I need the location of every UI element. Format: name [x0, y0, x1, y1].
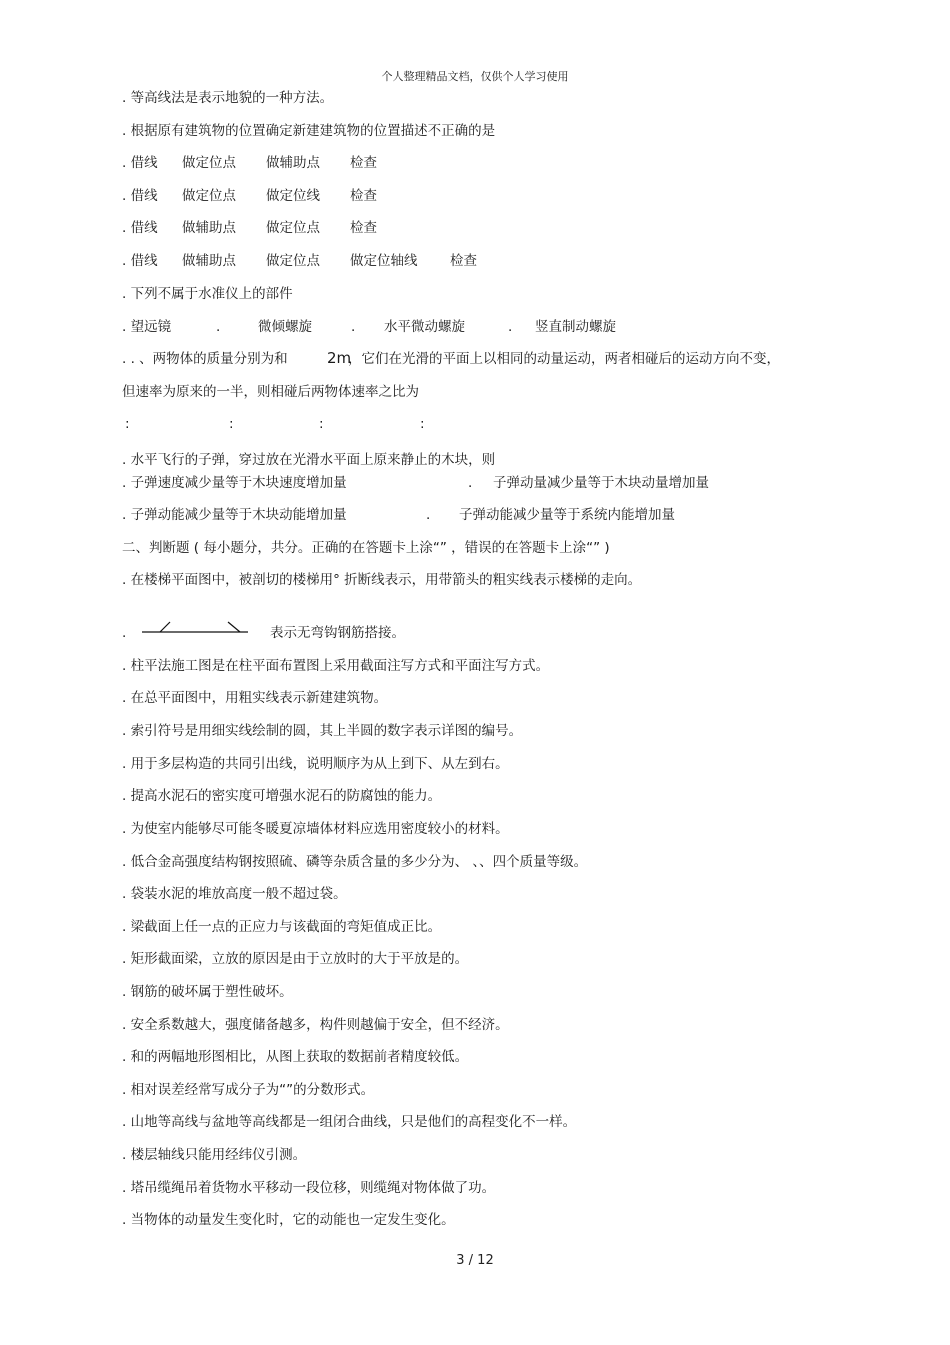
option-text: 微倾螺旋 [258, 319, 312, 335]
statement: . 钢筋的破坏属于塑性破坏。 [122, 984, 293, 1000]
option-text: . [426, 507, 431, 523]
option-text: . 望远镜 [122, 319, 172, 335]
statement: . 安全系数越大，强度储备越多，构件则越偏于安全，但不经济。 [122, 1017, 509, 1033]
section-heading: 二、判断题 ( 每小题分，共分。正确的在答题卡上涂“” ，错误的在答题卡上涂“” ) [122, 540, 610, 556]
option-text: . 子弹速度减少量等于木块速度增加量 [122, 475, 347, 491]
option-text: . 借线 [122, 220, 158, 236]
option-text: : [319, 416, 324, 432]
statement: . 在楼梯平面图中，被剖切的楼梯用° 折断线表示，用带箭头的粗实线表示楼梯的走向。 [122, 572, 642, 588]
statement-marker: . [122, 625, 127, 641]
statement: . 袋装水泥的堆放高度一般不超过袋。 [122, 886, 347, 902]
option-text: 做辅助点 [182, 253, 236, 269]
option-row [122, 188, 722, 204]
text-line: . 等高线法是表示地貌的一种方法。 [122, 90, 334, 106]
option-row [122, 253, 722, 269]
option-text: : [229, 416, 234, 432]
statement: . 楼层轴线只能用经纬仪引测。 [122, 1147, 307, 1163]
statement: . 提高水泥石的密实度可增强水泥石的防腐蚀的能力。 [122, 788, 442, 804]
option-row [122, 475, 762, 491]
option-row [122, 220, 722, 236]
option-text: 子弹动能减少量等于系统内能增加量 [459, 507, 675, 523]
question-text: . . 、两物体的质量分别为和 [122, 351, 288, 367]
question-text: 但速率为原来的一半，则相碰后两物体速率之比为 [122, 384, 419, 400]
statement: . 矩形截面梁，立放的原因是由于立放时的大于平放是的。 [122, 951, 469, 967]
statement: . 用于多层构造的共同引出线，说明顺序为从上到下、从左到右。 [122, 756, 509, 772]
mass-label: 2m [327, 349, 352, 367]
option-text: . [468, 475, 473, 491]
option-text: 做辅助点 [182, 220, 236, 236]
question-stem: . 下列不属于水准仪上的部件 [122, 286, 293, 302]
option-text: 水平微动螺旋 [384, 319, 465, 335]
rebar-lap-symbol [140, 620, 252, 638]
statement: . 当物体的动量发生变化时，它的动能也一定发生变化。 [122, 1212, 455, 1228]
statement: . 和的两幅地形图相比，从图上获取的数据前者精度较低。 [122, 1049, 469, 1065]
option-text: . 借线 [122, 155, 158, 171]
option-text: 做定位点 [182, 188, 236, 204]
statement: . 相对误差经常写成分子为“”的分数形式。 [122, 1082, 375, 1098]
option-text: 做定位点 [182, 155, 236, 171]
option-text: 检查 [350, 220, 377, 236]
option-text: 做定位线 [266, 188, 320, 204]
page-header: 个人整理精品文档，仅供个人学习使用 [381, 70, 569, 83]
option-text: 子弹动量减少量等于木块动量增加量 [493, 475, 709, 491]
statement: . 山地等高线与盆地等高线都是一组闭合曲线，只是他们的高程变化不一样。 [122, 1114, 577, 1130]
question-stem: . 根据原有建筑物的位置确定新建建筑物的位置描述不正确的是 [122, 123, 496, 139]
statement: . 为使室内能够尽可能冬暖夏凉墙体材料应选用密度较小的材料。 [122, 821, 509, 837]
option-text: 竖直制动螺旋 [535, 319, 616, 335]
option-text: 做定位点 [266, 220, 320, 236]
option-text: 做定位轴线 [350, 253, 418, 269]
statement: . 索引符号是用细实线绘制的圆，其上半圆的数字表示详图的编号。 [122, 723, 523, 739]
option-text: 检查 [350, 188, 377, 204]
option-text: 检查 [450, 253, 477, 269]
option-text: . [508, 319, 513, 335]
option-text: . [351, 319, 356, 335]
option-text: : [125, 416, 130, 432]
statement: . 梁截面上任一点的正应力与该截面的弯矩值成正比。 [122, 919, 442, 935]
question-stem: . 水平飞行的子弹，穿过放在光滑水平面上原来静止的木块，则 [122, 452, 496, 468]
option-text: . 借线 [122, 188, 158, 204]
statement: 表示无弯钩钢筋搭接。 [270, 625, 405, 641]
option-row [122, 507, 762, 523]
question-text: ，它们在光滑的平面上以相同的动量运动，两者相碰后的运动方向不变， [348, 351, 780, 367]
statement: . 柱平法施工图是在柱平面布置图上采用截面注写方式和平面注写方式。 [122, 658, 550, 674]
option-text: : [420, 416, 425, 432]
option-text: . 借线 [122, 253, 158, 269]
statement: . 低合金高强度结构钢按照硫、磷等杂质含量的多少分为、 、、四个质量等级。 [122, 854, 588, 870]
statement: . 塔吊缆绳吊着货物水平移动一段位移，则缆绳对物体做了功。 [122, 1180, 496, 1196]
question-stem [122, 351, 822, 367]
option-text: . [216, 319, 221, 335]
option-text: 检查 [350, 155, 377, 171]
option-row [122, 416, 442, 432]
option-row [122, 155, 722, 171]
option-text: 做定位点 [266, 253, 320, 269]
option-row [122, 319, 722, 335]
statement: . 在总平面图中，用粗实线表示新建建筑物。 [122, 690, 388, 706]
option-text: . 子弹动能减少量等于木块动能增加量 [122, 507, 347, 523]
page-number: 3 / 12 [456, 1253, 494, 1268]
option-text: 做辅助点 [266, 155, 320, 171]
